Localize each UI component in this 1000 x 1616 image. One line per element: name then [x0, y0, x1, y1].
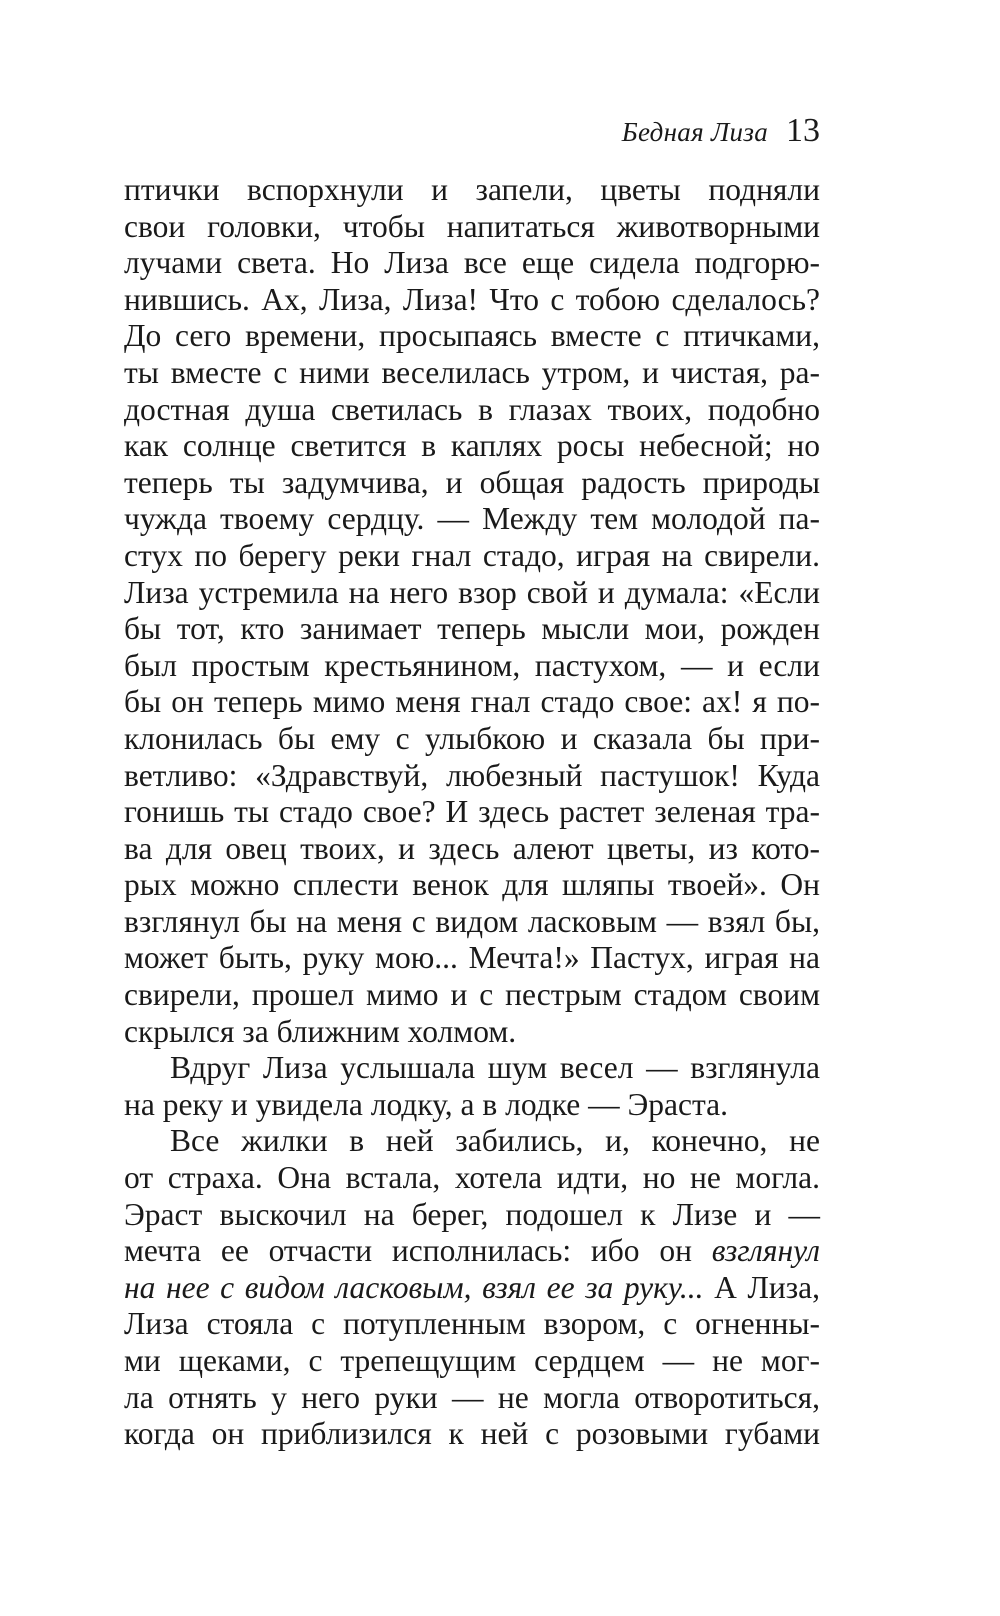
running-title: Бедная Лиза: [621, 117, 768, 147]
text-line: лучами света. Но Лиза все еще сидела подгорю-: [124, 245, 820, 281]
text-line: от страха. Она встала, хотела идти, но не могла.: [124, 1160, 820, 1196]
text-line: чужда твоему сердцу. — Между тем молодой па-: [124, 501, 820, 537]
body-text: [124, 172, 820, 1453]
italic-span: взглянул: [711, 1233, 820, 1269]
text-line: свои головки, чтобы напитаться животворными: [124, 208, 820, 244]
text-line: клонилась бы ему с улыбкою и сказала бы при-: [124, 720, 820, 756]
text-line: Лиза устремила на него взор свой и думала: «Если: [124, 574, 820, 610]
text-line: ветливо: «Здравствуй, любезный пастушок! Куда: [124, 757, 820, 793]
text-line: Вдруг Лиза услышала шум весел — взглянула: [170, 1050, 820, 1086]
text-line: ми щеками, с трепещущим сердцем — не мог-: [124, 1343, 820, 1378]
text-line: Все жилки в ней забились, и, конечно, не: [170, 1123, 820, 1159]
text-line: достная душа светилась в глазах твоих, подобно: [124, 391, 820, 427]
text-span: мечта ее отчасти исполнилась: ибо он: [124, 1233, 712, 1269]
text-line: [124, 1270, 820, 1307]
text-line: может быть, руку мою... Мечта!» Пастух, играя на: [124, 940, 820, 976]
page-number: 13: [786, 112, 820, 149]
text-line: гонишь ты стадо свое? И здесь растет зеленая тра-: [124, 794, 820, 830]
text-line: скрылся за ближним холмом.: [124, 1013, 517, 1049]
running-head: [622, 112, 820, 150]
text-line: как солнце светится в каплях росы небесной; но: [124, 428, 820, 464]
text-line: ты вместе с ними веселилась утром, и чистая, ра-: [124, 354, 820, 390]
text-line: был простым крестьянином, пастухом, — и если: [124, 647, 820, 683]
text-line: бы тот, кто занимает теперь мысли мои, рожден: [124, 611, 820, 647]
text-line: ва для овец твоих, и здесь алеют цветы, из кото-: [124, 830, 820, 866]
text-line: взглянул бы на меня с видом ласковым — взял бы,: [124, 903, 820, 939]
text-line: [124, 1233, 820, 1270]
text-line: птички вспорхнули и запели, цветы подняли: [124, 172, 820, 207]
text-line: на реку и увидела лодку, а в лодке — Эраста.: [124, 1086, 728, 1122]
text-span: А Лиза,: [703, 1269, 820, 1305]
text-line: Эраст выскочил на берег, подошел к Лизе и —: [124, 1196, 820, 1232]
text-line: Лиза стояла с потупленным взором, с огненны-: [124, 1306, 820, 1342]
italic-span: на нее с видом ласковым, взял ее за руку...: [124, 1269, 704, 1305]
text-line: ла отнять у него руки — не могла отворотиться,: [124, 1379, 820, 1415]
text-line: стух по берегу реки гнал стадо, играя на свирели.: [124, 537, 820, 573]
text-line: когда он приблизился к ней с розовыми губами: [124, 1416, 820, 1452]
text-line: рых можно сплести венок для шляпы твоей». Он: [124, 867, 820, 903]
text-line: нившись. Ах, Лиза, Лиза! Что с тобою сделалось?: [124, 281, 820, 317]
text-line: До сего времени, просыпаясь вместе с птичками,: [124, 318, 820, 354]
text-line: теперь ты задумчива, и общая радость природы: [124, 464, 820, 500]
text-line: бы он теперь мимо меня гнал стадо свое: ах! я по-: [124, 684, 820, 720]
text-line: свирели, прошел мимо и с пестрым стадом своим: [124, 977, 820, 1013]
